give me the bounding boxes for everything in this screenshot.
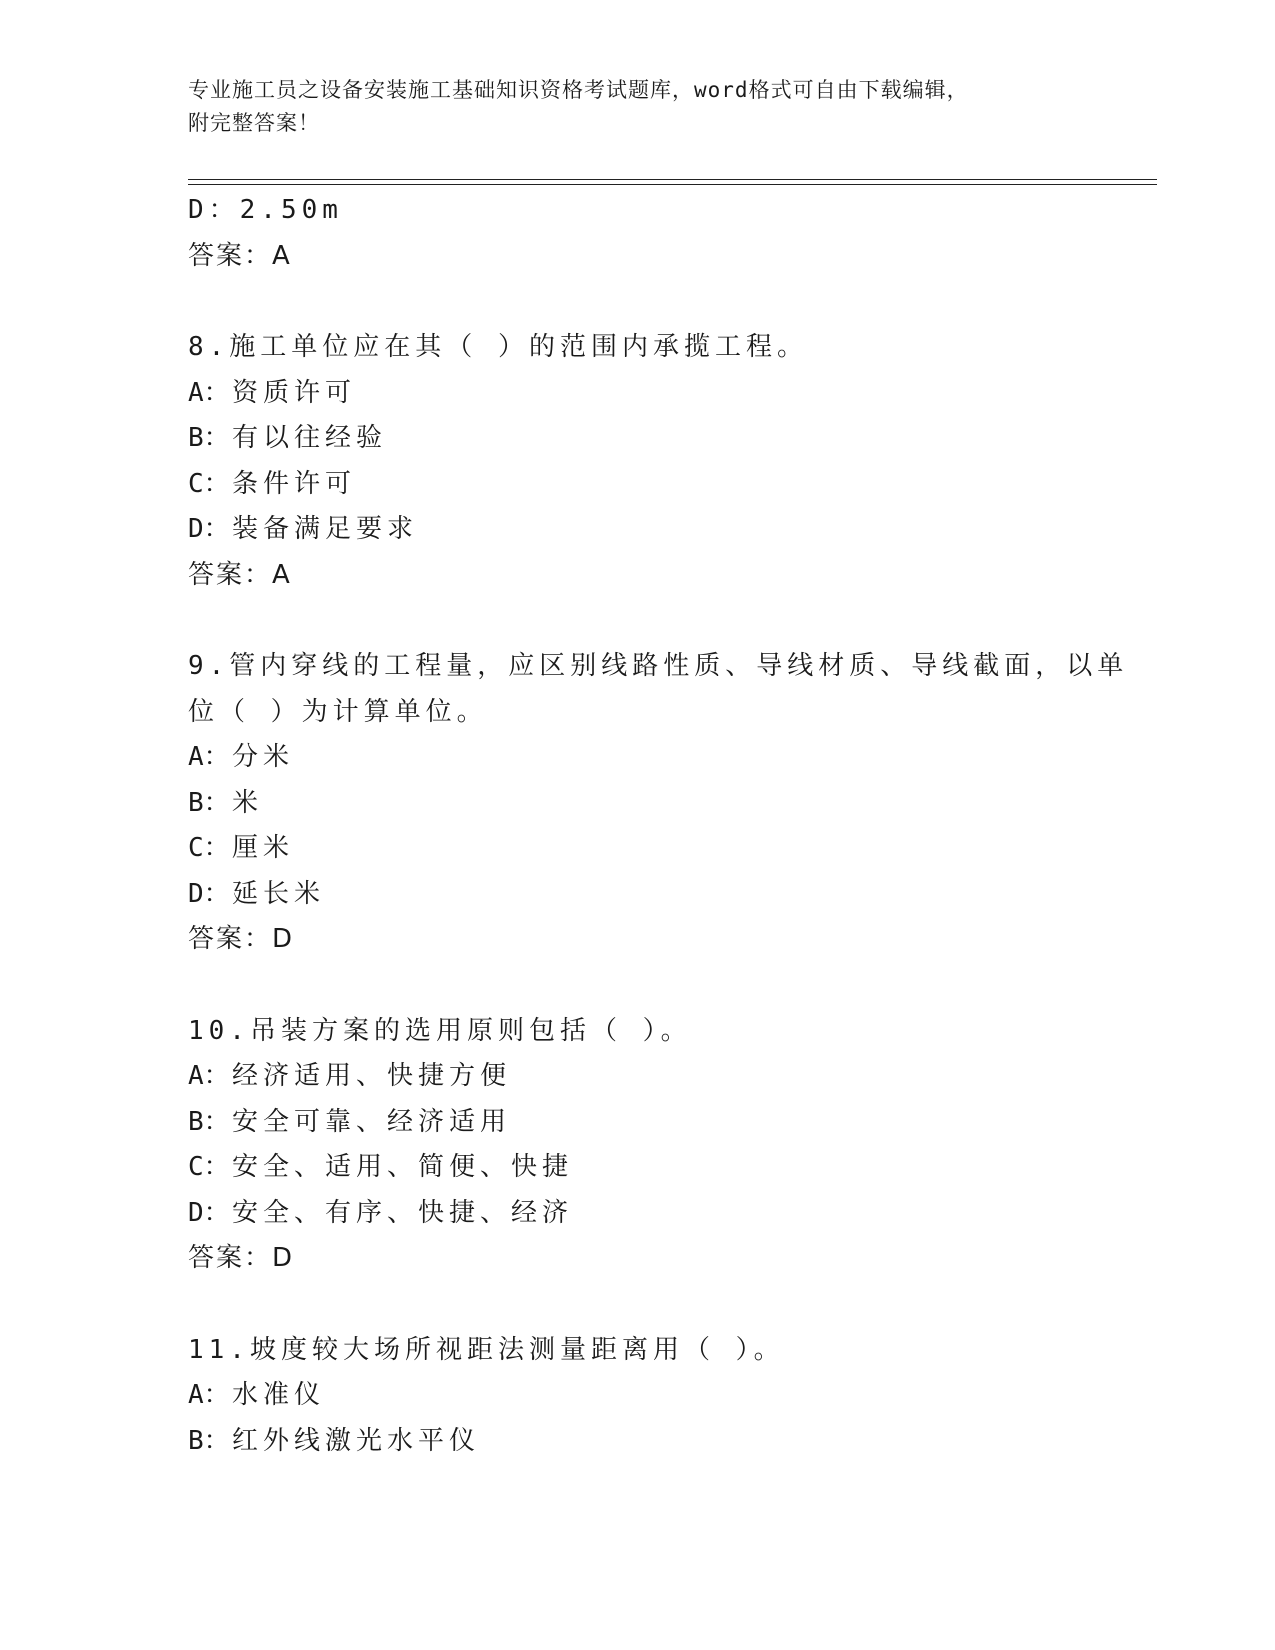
option-key: B： <box>188 787 230 818</box>
question-stem: 8.施工单位应在其（ ）的范围内承揽工程。 <box>188 332 808 362</box>
option-key: B： <box>188 1425 230 1456</box>
option-b <box>188 781 1088 827</box>
question-stem-continued: 位（ ）为计算单位。 <box>188 696 488 727</box>
option-text: 经济适用、快捷方便 <box>232 1061 512 1091</box>
option-text: 资质许可 <box>232 377 357 408</box>
option-b <box>188 1419 1088 1465</box>
option-c <box>188 1145 1088 1191</box>
question-stem: 9.管内穿线的工程量，应区别线路性质、导线材质、导线截面，以单 <box>188 651 1129 681</box>
option-c <box>188 826 1088 872</box>
option-text: 米 <box>232 787 264 818</box>
option-key: C： <box>188 833 230 863</box>
option-text: 条件许可 <box>232 468 357 499</box>
question-block <box>188 325 1088 598</box>
header-line-2: 附完整答案！ <box>188 111 320 135</box>
option-text: 厘米 <box>232 833 295 863</box>
option-key: C： <box>188 468 230 499</box>
option-a <box>188 735 1088 781</box>
question-stem: 10.吊装方案的选用原则包括（ ）。 <box>188 1015 692 1046</box>
answer-line: 答案：D <box>188 924 295 954</box>
option-key: A： <box>188 742 230 772</box>
option-d <box>188 1191 1088 1237</box>
option-b <box>188 416 1088 462</box>
option-text: 安全、有序、快捷、经济 <box>232 1197 574 1228</box>
option-d <box>188 872 1088 918</box>
option-key: D： <box>188 878 230 909</box>
option-text: 红外线激光水平仪 <box>232 1425 481 1456</box>
option-a <box>188 371 1088 417</box>
option-d <box>188 507 1088 553</box>
question-list <box>188 188 1129 1464</box>
option-key: B： <box>188 1106 230 1137</box>
question-block <box>188 644 1129 963</box>
option-text: 装备满足要求 <box>232 514 419 544</box>
option-key: A： <box>188 1061 230 1091</box>
option-b <box>188 1100 1088 1146</box>
option-key: A： <box>188 377 230 408</box>
header-line-1: 专业施工员之设备安装施工基础知识资格考试题库，word格式可自由下载编辑， <box>188 78 969 102</box>
option-key: D： <box>188 514 230 544</box>
answer-line: 答案：D <box>188 1243 295 1273</box>
option-key: A： <box>188 1380 230 1410</box>
header-divider-bottom <box>188 184 1157 185</box>
header-divider-top <box>188 179 1157 180</box>
question-block <box>188 1328 1088 1465</box>
option-key: B： <box>188 423 230 453</box>
answer-line: 答案：A <box>188 240 292 271</box>
document-header <box>188 74 1088 140</box>
option-key: C： <box>188 1152 230 1182</box>
option-text: 安全可靠、经济适用 <box>232 1106 512 1137</box>
answer-line: 答案：A <box>188 559 292 590</box>
option-text: 安全、适用、简便、快捷 <box>232 1152 574 1182</box>
option-a <box>188 1373 1088 1419</box>
option-text: 有以往经验 <box>232 423 388 453</box>
option-text: 水准仪 <box>232 1380 326 1410</box>
option-d: D：2.50m <box>188 195 343 225</box>
question-block <box>188 1009 1088 1282</box>
option-text: 分米 <box>232 742 295 772</box>
option-text: 延长米 <box>232 878 326 909</box>
option-c <box>188 462 1088 508</box>
option-key: D： <box>188 1197 230 1228</box>
option-a <box>188 1054 1088 1100</box>
question-stem: 11.坡度较大场所视距法测量距离用（ ）。 <box>188 1334 785 1365</box>
